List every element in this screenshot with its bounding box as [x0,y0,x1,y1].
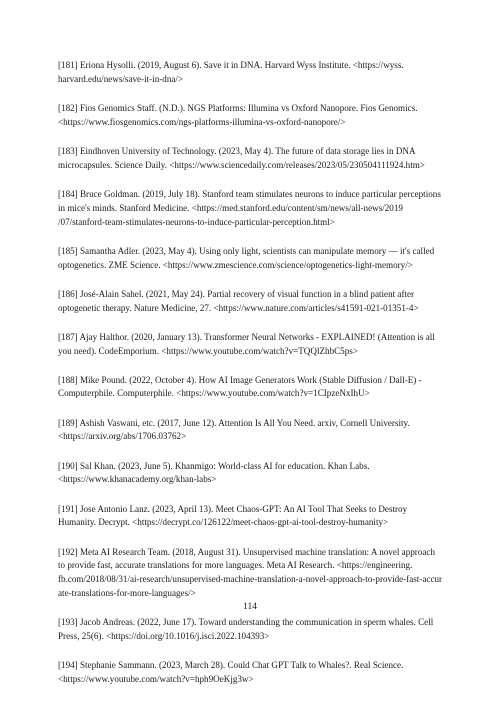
reference-line: [184] Bruce Goldman. (2019, July 18). Stanford team stimulates neurons to induce particular perceptions [58,188,441,199]
reference-line: <https://arxiv.org/abs/1706.03762> [58,431,187,442]
page-number: 114 [243,602,257,612]
reference-line: ate-translations-for-more-languages/> [58,588,196,599]
reference-line: you need). CodeEmporium. <https://www.youtube.com/watch?v=TQQlZhbC5ps> [58,345,358,356]
reference-line: in mice's minds. Stanford Medicine. <https://med.stanford.edu/content/sm/news/all-news/2019 [58,202,403,213]
reference-line: harvard.edu/news/save-it-in-dna/> [58,73,184,84]
reference-entry [58,546,450,601]
reference-line: [181] Eriona Hysolli. (2019, August 6). Save it in DNA. Harvard Wyss Institute. <https://wyss. [58,60,404,70]
reference-line: <https://www.fiosgenomics.com/ngs-platforms-illumina-vs-oxford-nanopore/> [58,116,346,127]
reference-line: [192] Meta AI Research Team. (2018, August 31). Unsupervised machine translation: A novel approach [58,546,435,557]
reference-line: [185] Samantha Adler. (2023, May 4). Using only light, scientists can manipulate memory — it's called [58,245,435,256]
reference-entry [58,288,450,316]
reference-entry [58,417,450,445]
reference-line: [194] Stephanie Sammann. (2023, March 28). Could Chat GPT Talk to Whales?. Real Science. [58,660,404,671]
reference-entry [58,245,450,273]
reference-entry [58,460,450,488]
reference-line: optogenetics. ZME Science. <https://www.zmescience.com/science/optogenetics-light-memory/> [58,259,413,270]
reference-line: Press, 25(6). <https://doi.org/10.1016/j.isci.2022.104393> [58,631,270,641]
reference-line: [183] Eindhoven University of Technology. (2023, May 4). The future of data storage lies in DNA [58,145,416,156]
reference-line: /07/stanford-team-stimulates-neurons-to-induce-particular-perception.html> [58,216,335,227]
reference-entry [58,503,450,531]
reference-line: [193] Jacob Andreas. (2022, June 17). Toward understanding the communication in sperm whales. Cell [58,617,434,628]
reference-line: microcapsules. Science Daily. <https://www.sciencedaily.com/releases/2023/05/230504111924.htm> [58,159,425,170]
reference-line: [191] Jose Antonio Lanz. (2023, April 13). Meet Chaos-GPT: An AI Tool That Seeks to Destroy [58,503,408,514]
reference-line: [187] Ajay Halthor. (2020, January 13). Transformer Neural Networks - EXPLAINED! (Attention is all [58,331,435,342]
reference-line: to provide fast, accurate translations for more languages. Meta AI Research. <https://engineering. [58,560,413,571]
reference-entry [58,374,450,402]
reference-line: optogenetic therapy. Nature Medicine, 27. <https://www.nature.com/articles/s41591-021-01351-4> [58,302,419,313]
reference-line: [182] Fios Genomics Staff. (N.D.). NGS Platforms: Illumina vs Oxford Nanopore. Fios Genomics. [58,102,418,113]
reference-line: Humanity. Decrypt. <https://decrypt.co/126122/meet-chaos-gpt-ai-tool-destroy-humanity> [58,517,389,528]
reference-entry [58,188,450,229]
reference-line: <https://www.youtube.com/watch?v=hph9OeKjg3w> [58,673,254,684]
reference-entry [58,331,450,359]
reference-line: fb.com/2018/08/31/ai-research/unsupervised-machine-translation-a-novel-approach-to-provide-fast-accur [58,574,443,585]
reference-entry [58,616,450,644]
reference-line: Computerphile. Computerphile. <https://www.youtube.com/watch?v=1CIpzeNxIhU> [58,388,370,399]
reference-line: [188] Mike Pound. (2022, October 4). How AI Image Generators Work (Stable Diffusion / Dall-E) - [58,374,422,385]
reference-line: [190] Sal Khan. (2023, June 5). Khanmigo: World-class AI for education. Khan Labs. [58,460,370,471]
reference-entry [58,59,450,87]
reference-entry [58,102,450,130]
reference-line: [189] Ashish Vaswani, etc. (2017, June 12). Attention Is All You Need. arxiv, Cornell University. [58,417,410,428]
reference-entry [58,145,450,173]
reference-line: [186] José-Alain Sahel. (2021, May 24). Partial recovery of visual function in a blind patient after [58,288,415,299]
reference-entry [58,659,450,687]
reference-line: <https://www.khanacademy.org/khan-labs> [58,474,217,485]
